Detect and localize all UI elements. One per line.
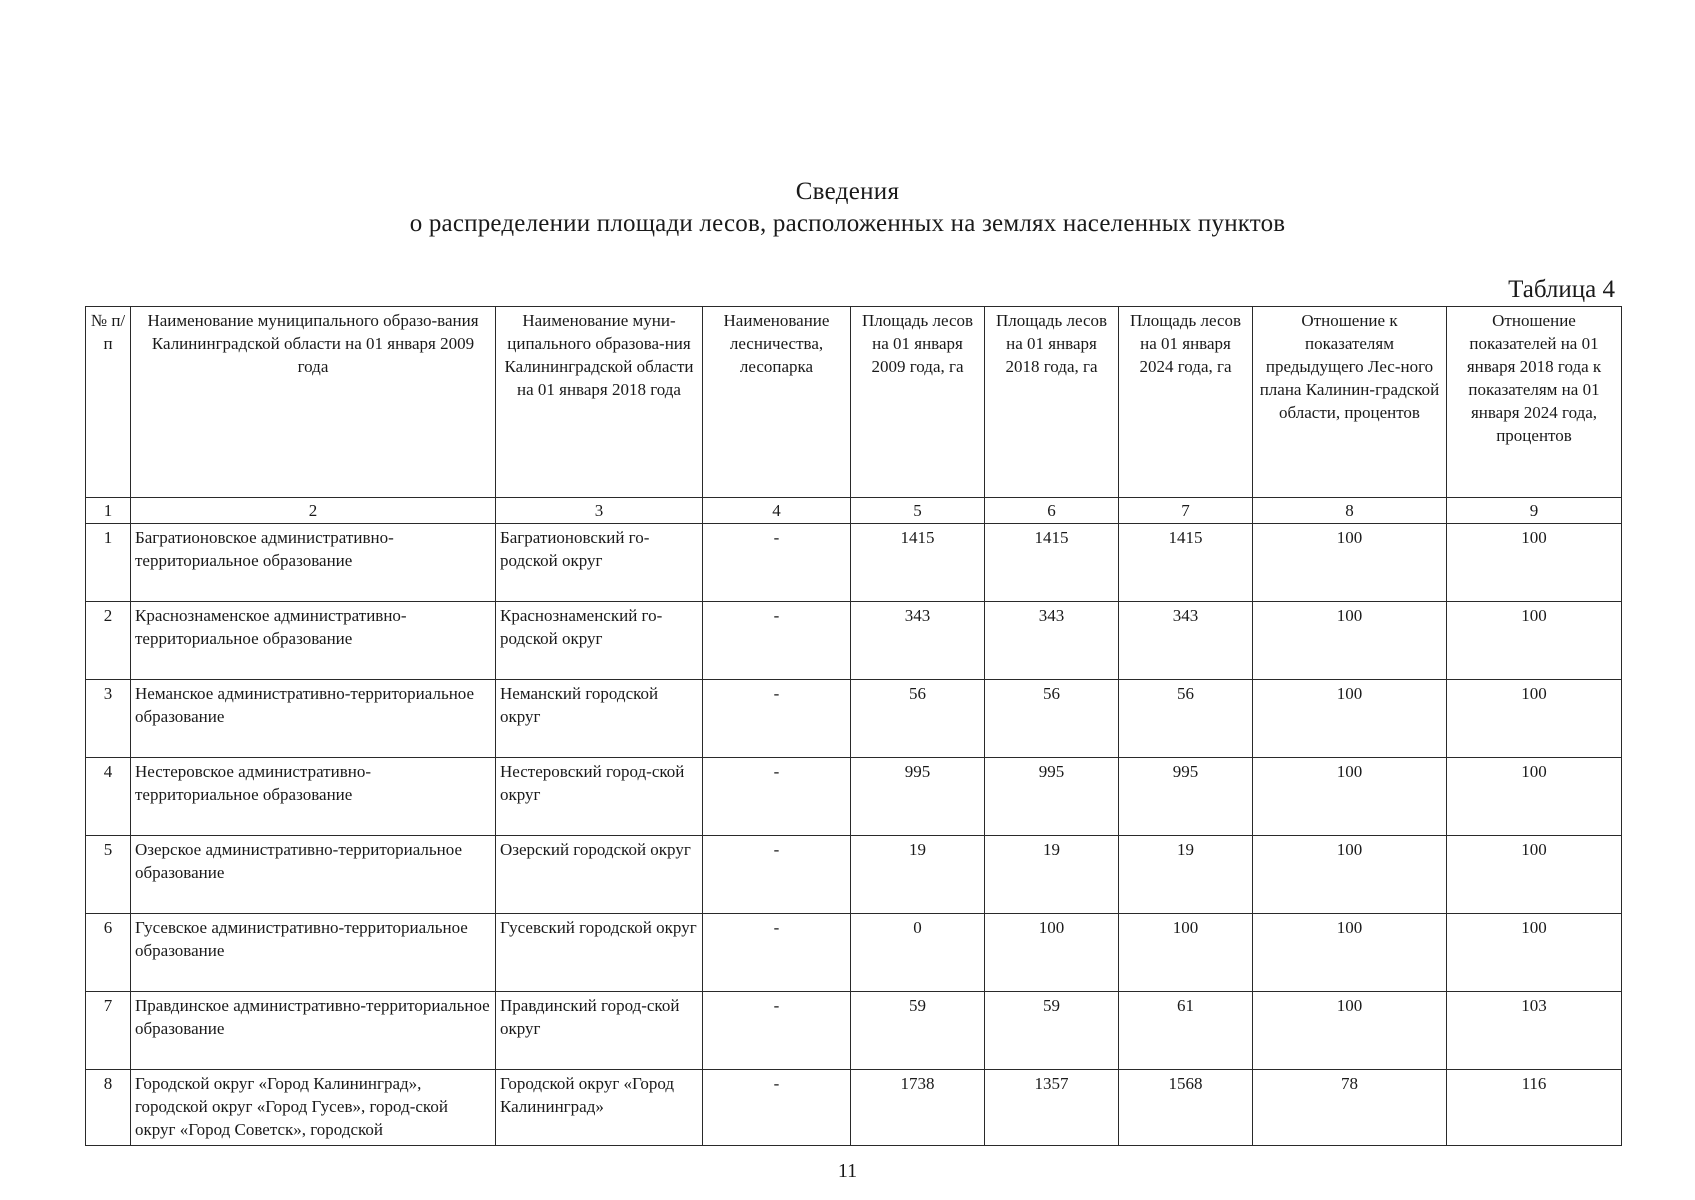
row-number: 8 bbox=[86, 1070, 131, 1146]
area-2024: 56 bbox=[1119, 680, 1253, 758]
mo-2018-name: Городской округ «Город Калининград» bbox=[496, 1070, 703, 1146]
area-2024: 1568 bbox=[1119, 1070, 1253, 1146]
table-row bbox=[86, 602, 1622, 680]
column-number: 8 bbox=[1253, 498, 1447, 524]
row-number: 1 bbox=[86, 524, 131, 602]
table-row bbox=[86, 1070, 1622, 1146]
title-line-2: о распределении площади лесов, расположенных на землях населенных пунктов bbox=[409, 210, 1286, 237]
header-cell-area-2024: Площадь лесов на 01 января 2024 года, га bbox=[1119, 307, 1253, 498]
area-2024: 995 bbox=[1119, 758, 1253, 836]
area-2024: 19 bbox=[1119, 836, 1253, 914]
area-2009: 59 bbox=[851, 992, 985, 1070]
ratio-2018-2024: 100 bbox=[1447, 524, 1622, 602]
mo-2018-name: Нестеровский город-ской округ bbox=[496, 758, 703, 836]
mo-2009-name: Неманское административно-территориальное образование bbox=[131, 680, 496, 758]
forestry-name: - bbox=[703, 524, 851, 602]
page-number: 11 bbox=[837, 1160, 858, 1182]
document-title bbox=[0, 176, 1695, 240]
forestry-name: - bbox=[703, 914, 851, 992]
forestry-name: - bbox=[703, 680, 851, 758]
row-number: 5 bbox=[86, 836, 131, 914]
ratio-2018-2024: 100 bbox=[1447, 602, 1622, 680]
row-number: 2 bbox=[86, 602, 131, 680]
table-row bbox=[86, 992, 1622, 1070]
area-2009: 995 bbox=[851, 758, 985, 836]
forestry-name: - bbox=[703, 758, 851, 836]
mo-2009-name: Нестеровское административно-территориальное образование bbox=[131, 758, 496, 836]
header-cell-area-2009: Площадь лесов на 01 января 2009 года, га bbox=[851, 307, 985, 498]
area-2018: 1357 bbox=[985, 1070, 1119, 1146]
ratio-2018-2024: 100 bbox=[1447, 680, 1622, 758]
ratio-prev: 100 bbox=[1253, 524, 1447, 602]
header-cell-ratio-prev: Отношение к показателям предыдущего Лес-ного плана Калинин-градской области, процентов bbox=[1253, 307, 1447, 498]
mo-2018-name: Правдинский город-ской округ bbox=[496, 992, 703, 1070]
header-cell-area-2018: Площадь лесов на 01 января 2018 года, га bbox=[985, 307, 1119, 498]
row-number: 6 bbox=[86, 914, 131, 992]
forestry-name: - bbox=[703, 602, 851, 680]
mo-2018-name: Багратионовский го-родской округ bbox=[496, 524, 703, 602]
mo-2009-name: Краснознаменское административно-территориальное образование bbox=[131, 602, 496, 680]
header-cell-forestry: Наименование лесничества, лесопарка bbox=[703, 307, 851, 498]
column-number-row bbox=[86, 498, 1622, 524]
column-number: 9 bbox=[1447, 498, 1622, 524]
area-2024: 61 bbox=[1119, 992, 1253, 1070]
ratio-2018-2024: 116 bbox=[1447, 1070, 1622, 1146]
area-2009: 1738 bbox=[851, 1070, 985, 1146]
area-2018: 100 bbox=[985, 914, 1119, 992]
mo-2009-name: Городской округ «Город Калининград», городской округ «Город Гусев», город-ской округ «Город Советск», городской bbox=[131, 1070, 496, 1146]
column-number: 4 bbox=[703, 498, 851, 524]
ratio-prev: 100 bbox=[1253, 680, 1447, 758]
table-row bbox=[86, 914, 1622, 992]
mo-2018-name: Краснознаменский го-родской округ bbox=[496, 602, 703, 680]
area-2018: 56 bbox=[985, 680, 1119, 758]
area-2009: 56 bbox=[851, 680, 985, 758]
row-number: 3 bbox=[86, 680, 131, 758]
mo-2009-name: Багратионовское административно-территориальное образование bbox=[131, 524, 496, 602]
table-row bbox=[86, 524, 1622, 602]
forest-area-table bbox=[85, 306, 1622, 1146]
ratio-prev: 100 bbox=[1253, 914, 1447, 992]
row-number: 7 bbox=[86, 992, 131, 1070]
header-cell-mo-2009: Наименование муниципального образо-вания Калининградской области на 01 января 2009 года bbox=[131, 307, 496, 498]
area-2009: 1415 bbox=[851, 524, 985, 602]
column-number: 1 bbox=[86, 498, 131, 524]
ratio-prev: 100 bbox=[1253, 602, 1447, 680]
forestry-name: - bbox=[703, 836, 851, 914]
area-2009: 0 bbox=[851, 914, 985, 992]
mo-2018-name: Неманский городской округ bbox=[496, 680, 703, 758]
header-cell-number: № п/п bbox=[86, 307, 131, 498]
area-2024: 100 bbox=[1119, 914, 1253, 992]
area-2009: 19 bbox=[851, 836, 985, 914]
area-2018: 19 bbox=[985, 836, 1119, 914]
forestry-name: - bbox=[703, 992, 851, 1070]
table-row bbox=[86, 836, 1622, 914]
ratio-prev: 100 bbox=[1253, 758, 1447, 836]
column-number: 6 bbox=[985, 498, 1119, 524]
row-number: 4 bbox=[86, 758, 131, 836]
area-2018: 995 bbox=[985, 758, 1119, 836]
title-line-1: Сведения bbox=[795, 178, 900, 205]
area-2024: 1415 bbox=[1119, 524, 1253, 602]
mo-2018-name: Озерский городской округ bbox=[496, 836, 703, 914]
header-row bbox=[86, 307, 1622, 498]
mo-2009-name: Правдинское административно-территориальное образование bbox=[131, 992, 496, 1070]
ratio-2018-2024: 100 bbox=[1447, 758, 1622, 836]
ratio-prev: 78 bbox=[1253, 1070, 1447, 1146]
forestry-name: - bbox=[703, 1070, 851, 1146]
area-2009: 343 bbox=[851, 602, 985, 680]
mo-2018-name: Гусевский городской округ bbox=[496, 914, 703, 992]
area-2024: 343 bbox=[1119, 602, 1253, 680]
ratio-2018-2024: 100 bbox=[1447, 836, 1622, 914]
ratio-2018-2024: 103 bbox=[1447, 992, 1622, 1070]
column-number: 5 bbox=[851, 498, 985, 524]
ratio-prev: 100 bbox=[1253, 992, 1447, 1070]
column-number: 7 bbox=[1119, 498, 1253, 524]
header-cell-mo-2018: Наименование муни-ципального образова-ния Калининградской области на 01 января 2018 года bbox=[496, 307, 703, 498]
mo-2009-name: Гусевское административно-территориальное образование bbox=[131, 914, 496, 992]
header-cell-ratio-2018-2024: Отношение показателей на 01 января 2018 года к показателям на 01 января 2024 года, процентов bbox=[1447, 307, 1622, 498]
table-row bbox=[86, 758, 1622, 836]
table-label: Таблица 4 bbox=[1508, 276, 1615, 303]
table-row bbox=[86, 680, 1622, 758]
area-2018: 1415 bbox=[985, 524, 1119, 602]
area-2018: 59 bbox=[985, 992, 1119, 1070]
mo-2009-name: Озерское административно-территориальное образование bbox=[131, 836, 496, 914]
ratio-2018-2024: 100 bbox=[1447, 914, 1622, 992]
area-2018: 343 bbox=[985, 602, 1119, 680]
column-number: 3 bbox=[496, 498, 703, 524]
column-number: 2 bbox=[131, 498, 496, 524]
ratio-prev: 100 bbox=[1253, 836, 1447, 914]
